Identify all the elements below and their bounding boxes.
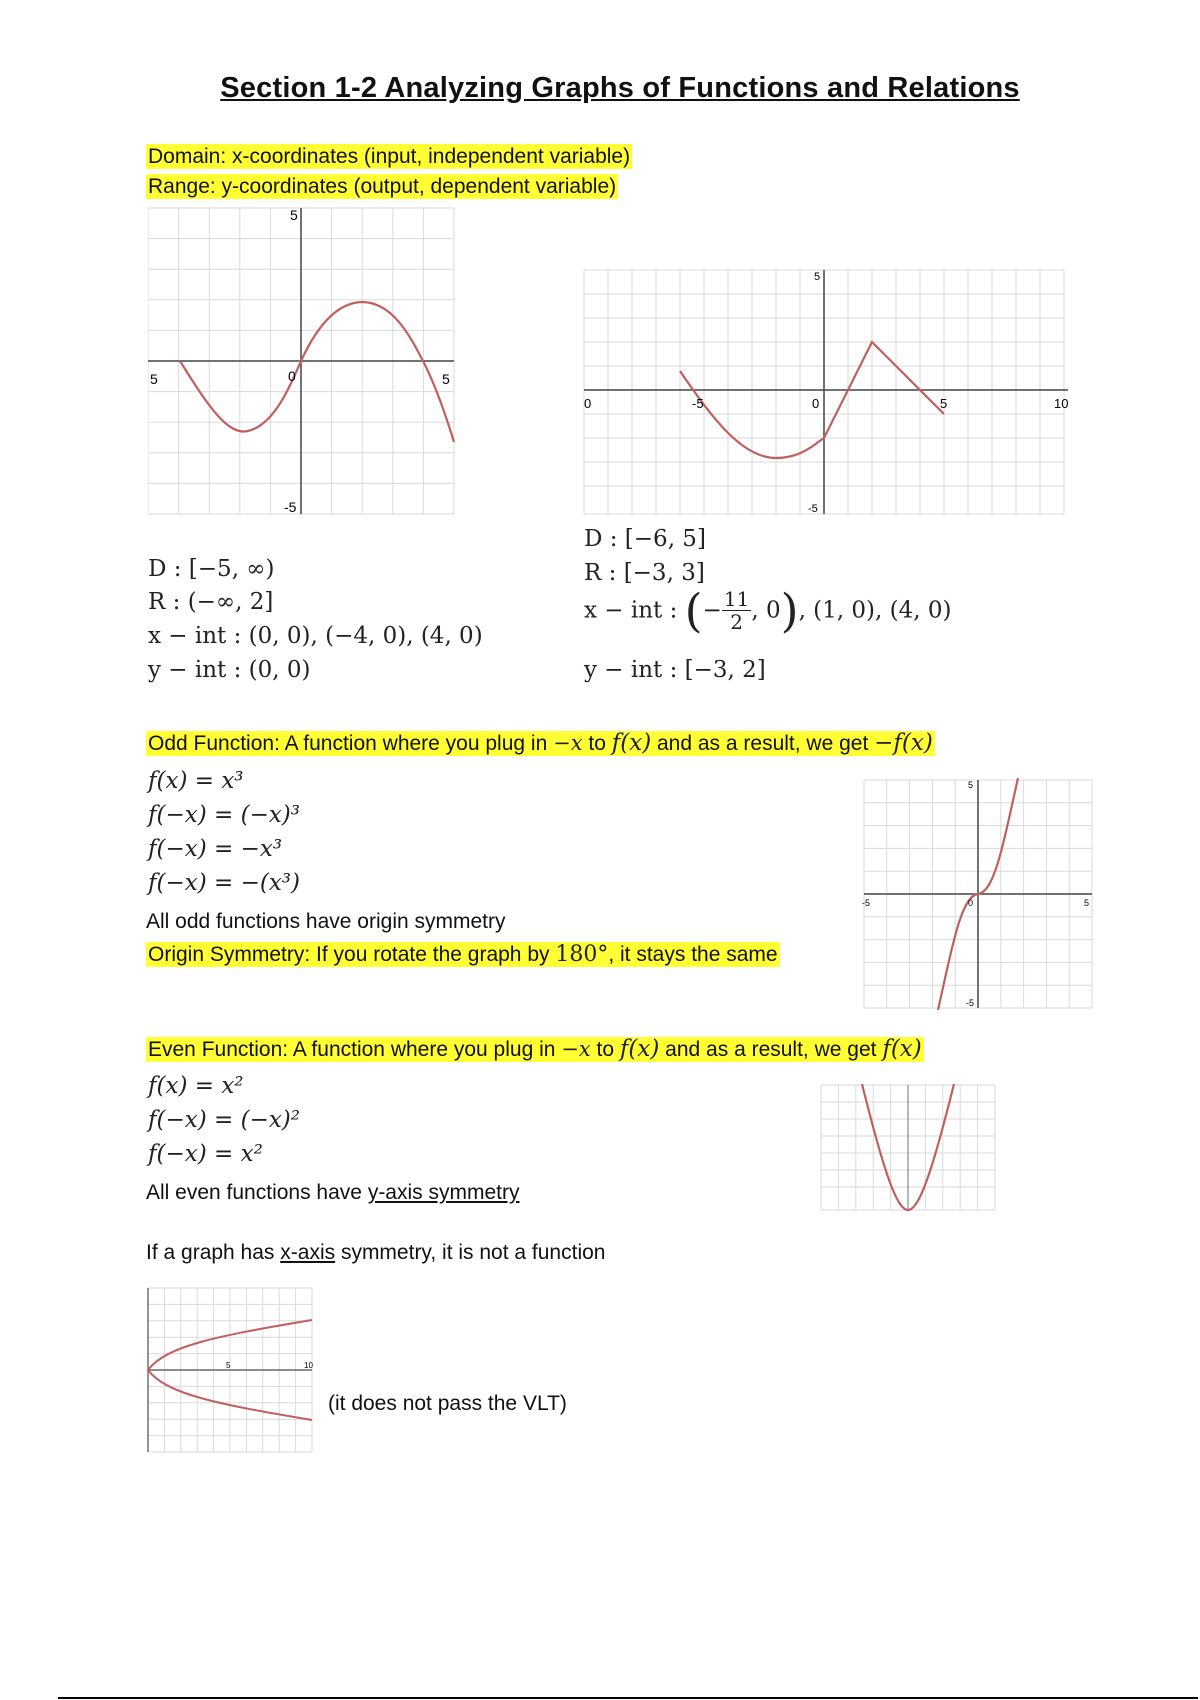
graph-1-cubic bbox=[148, 206, 460, 518]
range-definition bbox=[146, 175, 618, 199]
graph-2-label-bottom: -5 bbox=[808, 503, 818, 515]
origin-symmetry-highlight bbox=[146, 942, 780, 967]
graph-2-xint-rest: , (1, 0), (4, 0) bbox=[798, 597, 952, 624]
range-definition-text: Range: y-coordinates (output, dependent variable) bbox=[148, 175, 617, 198]
graph-1-label-left: 5 bbox=[150, 371, 158, 387]
odd-eq-1: f(x) = x³ bbox=[148, 768, 244, 794]
even-header-fx2: f(x) bbox=[882, 1036, 922, 1062]
odd-function-highlight bbox=[146, 731, 935, 756]
odd-graph-label-left: -5 bbox=[862, 898, 871, 908]
graph-2-label-top: 5 bbox=[814, 271, 821, 283]
graph-1-range: R : (−∞, 2] bbox=[148, 589, 274, 615]
even-note bbox=[146, 1181, 519, 1205]
odd-header-a: Odd Function: A function where you plug in bbox=[148, 732, 554, 755]
graph-1-label-top: 5 bbox=[290, 207, 298, 223]
x-axis-line-a: If a graph has bbox=[146, 1241, 281, 1264]
even-eq-1: f(x) = x² bbox=[148, 1073, 244, 1099]
even-function-graph bbox=[820, 1084, 996, 1212]
even-eq-2: f(−x) = (−x)² bbox=[148, 1107, 301, 1133]
graph-1-y-intercept: y − int : (0, 0) bbox=[148, 657, 311, 683]
graph-1-label-bottom: -5 bbox=[284, 499, 297, 515]
fraction bbox=[722, 588, 751, 633]
right-paren: ) bbox=[780, 583, 799, 638]
odd-function-graph bbox=[862, 778, 1094, 1010]
odd-graph-label-bottom: -5 bbox=[966, 998, 975, 1008]
origin-b: , it stays the same bbox=[608, 943, 778, 966]
graph-2-label-neg5: -5 bbox=[692, 396, 704, 411]
odd-eq-4: f(−x) = −(x³) bbox=[148, 870, 301, 896]
graph-2-label-pos5: 5 bbox=[940, 396, 948, 411]
even-note-a: All even functions have bbox=[146, 1181, 368, 1204]
graph-2-xint-minus: − bbox=[702, 597, 722, 624]
even-eq-3: f(−x) = x² bbox=[148, 1141, 263, 1167]
graph-2-range: R : [−3, 3] bbox=[584, 560, 705, 586]
even-header-c: and as a result, we get bbox=[659, 1038, 883, 1061]
even-header-a: Even Function: A function where you plug in bbox=[148, 1038, 562, 1061]
x-axis-line-c: symmetry, it is not a function bbox=[335, 1241, 606, 1264]
x-axis-line-b: x-axis bbox=[280, 1241, 336, 1264]
graph-1-curve bbox=[180, 302, 454, 442]
even-header-fx: f(x) bbox=[619, 1036, 660, 1062]
graph-2-label-left: 0 bbox=[584, 396, 592, 411]
graph-2-domain: D : [−6, 5] bbox=[584, 526, 706, 552]
graph-2-y-intercept: y − int : [−3, 2] bbox=[584, 657, 766, 683]
graph-1-domain: D : [−5, ∞) bbox=[148, 556, 275, 582]
even-function-header bbox=[146, 1036, 924, 1062]
odd-header-negfx: −f(x) bbox=[874, 730, 933, 756]
origin-deg: 180° bbox=[555, 942, 609, 967]
fraction-denominator: 2 bbox=[730, 610, 743, 634]
odd-eq-2: f(−x) = (−x)³ bbox=[148, 802, 301, 828]
odd-graph-label-top: 5 bbox=[968, 780, 974, 790]
x-axis-symmetry-line bbox=[146, 1241, 605, 1265]
graph-2-xint-zero: , 0 bbox=[751, 597, 781, 624]
graph-1-label-right: 5 bbox=[442, 371, 450, 387]
odd-header-c: and as a result, we get bbox=[651, 732, 875, 755]
odd-header-negx: −x bbox=[553, 731, 583, 755]
odd-graph-label-right: 5 bbox=[1084, 898, 1090, 908]
odd-header-b: to bbox=[582, 732, 612, 755]
x-axis-symmetry-graph bbox=[146, 1286, 314, 1454]
graph-2-label-origin: 0 bbox=[812, 396, 820, 411]
vlt-caption: (it does not pass the VLT) bbox=[328, 1392, 567, 1415]
domain-definition bbox=[146, 145, 632, 169]
graph-2-label-right: 10 bbox=[1054, 396, 1069, 411]
graph-1-label-origin: 0 bbox=[288, 368, 296, 384]
graph-2-x-intercepts bbox=[584, 583, 952, 640]
odd-header-fx: f(x) bbox=[611, 730, 652, 756]
footer-rule bbox=[58, 1697, 1198, 1699]
odd-graph-label-origin: 0 bbox=[968, 898, 974, 908]
even-header-negx: −x bbox=[561, 1037, 591, 1061]
sideways-graph-label-mid: 5 bbox=[226, 1361, 231, 1370]
origin-symmetry-definition bbox=[146, 942, 780, 967]
even-function-highlight bbox=[146, 1037, 924, 1062]
even-header-b: to bbox=[590, 1038, 620, 1061]
page-title: Section 1-2 Analyzing Graphs of Functions and Relations bbox=[220, 72, 1020, 104]
graph-2-piecewise bbox=[582, 268, 1072, 518]
even-note-b: y-axis symmetry bbox=[367, 1181, 520, 1204]
odd-eq-3: f(−x) = −x³ bbox=[148, 836, 283, 862]
sideways-graph-label-right: 10 bbox=[304, 1361, 313, 1370]
graph-1-x-intercepts: x − int : (0, 0), (−4, 0), (4, 0) bbox=[148, 623, 483, 649]
left-paren: ( bbox=[684, 583, 703, 638]
graph-2-xint-prefix: x − int : bbox=[584, 597, 678, 624]
odd-note: All odd functions have origin symmetry bbox=[146, 910, 506, 933]
origin-a: Origin Symmetry: If you rotate the graph by bbox=[148, 943, 556, 966]
domain-definition-text: Domain: x-coordinates (input, independent variable) bbox=[148, 145, 631, 168]
fraction-numerator: 11 bbox=[723, 587, 750, 611]
odd-function-header bbox=[146, 730, 935, 756]
